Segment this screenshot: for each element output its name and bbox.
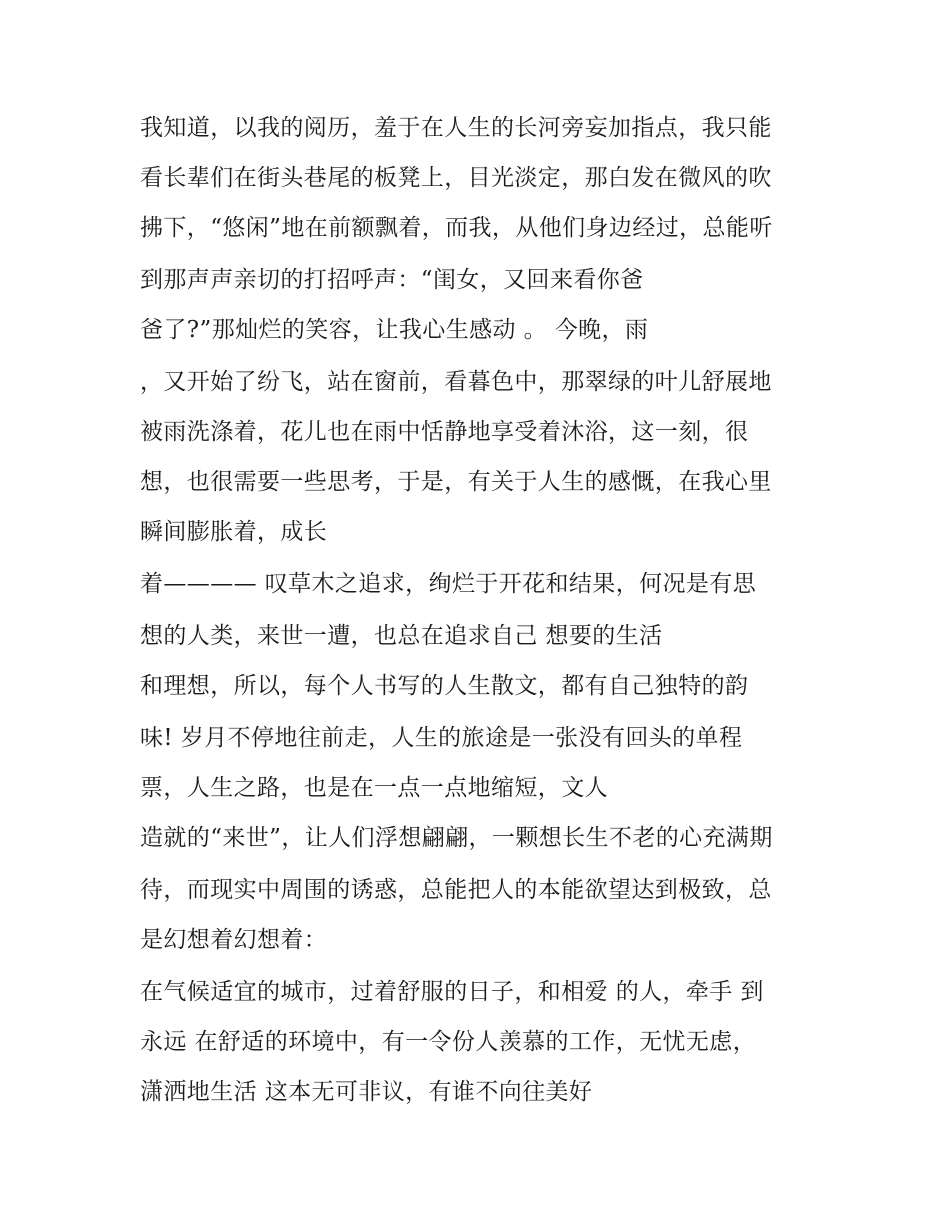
- text-line: 想的人类，来世一遭，也总在追求自己 想要的生活: [140, 623, 663, 649]
- text-line: 待，而现实中周围的诱惑，总能把人的本能欲望达到极致，总: [140, 877, 772, 903]
- text-line: 票，人生之路，也是在一点一点地缩短，文人: [140, 775, 608, 801]
- text-line: 是幻想着幻想着：: [140, 927, 328, 953]
- text-line: 被雨洗涤着，花儿也在雨中恬静地享受着沐浴，这一刻，很: [140, 419, 749, 445]
- text-line: 拂下，“悠闲”地在前额飘着，而我，从他们身边经过，总能听: [140, 215, 773, 241]
- text-line: 我知道，以我的阅历，羞于在人生的长河旁妄加指点，我只能: [140, 115, 772, 141]
- text-line: 到那声声亲切的打招呼声：“闺女，又回来看你爸: [140, 267, 644, 293]
- text-line: 在气候适宜的城市，过着舒服的日子，和相爱 的人，牵手 到: [140, 979, 764, 1005]
- text-line: 着———— 叹草木之追求，绚烂于开花和结果，何况是有思: [140, 571, 757, 597]
- text-line: 瞬间膨胀着，成长: [140, 519, 328, 545]
- text-line: 爸了?”那灿烂的笑容，让我心生感动 。 今晚，雨: [140, 317, 649, 343]
- text-line: 永远 在舒适的环境中，有一令份人羡慕的工作，无忧无虑，: [140, 1029, 757, 1055]
- text-line: 潇洒地生活 这本无可非议，有谁不向往美好: [140, 1079, 593, 1105]
- text-line: ，又开始了纷飞，站在窗前，看暮色中，那翠绿的叶儿舒展地: [140, 369, 772, 395]
- text-line: 想，也很需要一些思考，于是，有关于人生的感慨，在我心里: [140, 469, 772, 495]
- text-line: 味! 岁月不停地往前走，人生的旅途是一张没有回头的单程: [140, 725, 743, 751]
- text-line: 和理想，所以，每个人书写的人生散文，都有自己独特的韵: [140, 673, 749, 699]
- text-line: 造就的“来世”，让人们浮想翩翩，一颗想长生不老的心充满期: [140, 825, 773, 851]
- text-line: 看长辈们在街头巷尾的板凳上，目光淡定，那白发在微风的吹: [140, 165, 772, 191]
